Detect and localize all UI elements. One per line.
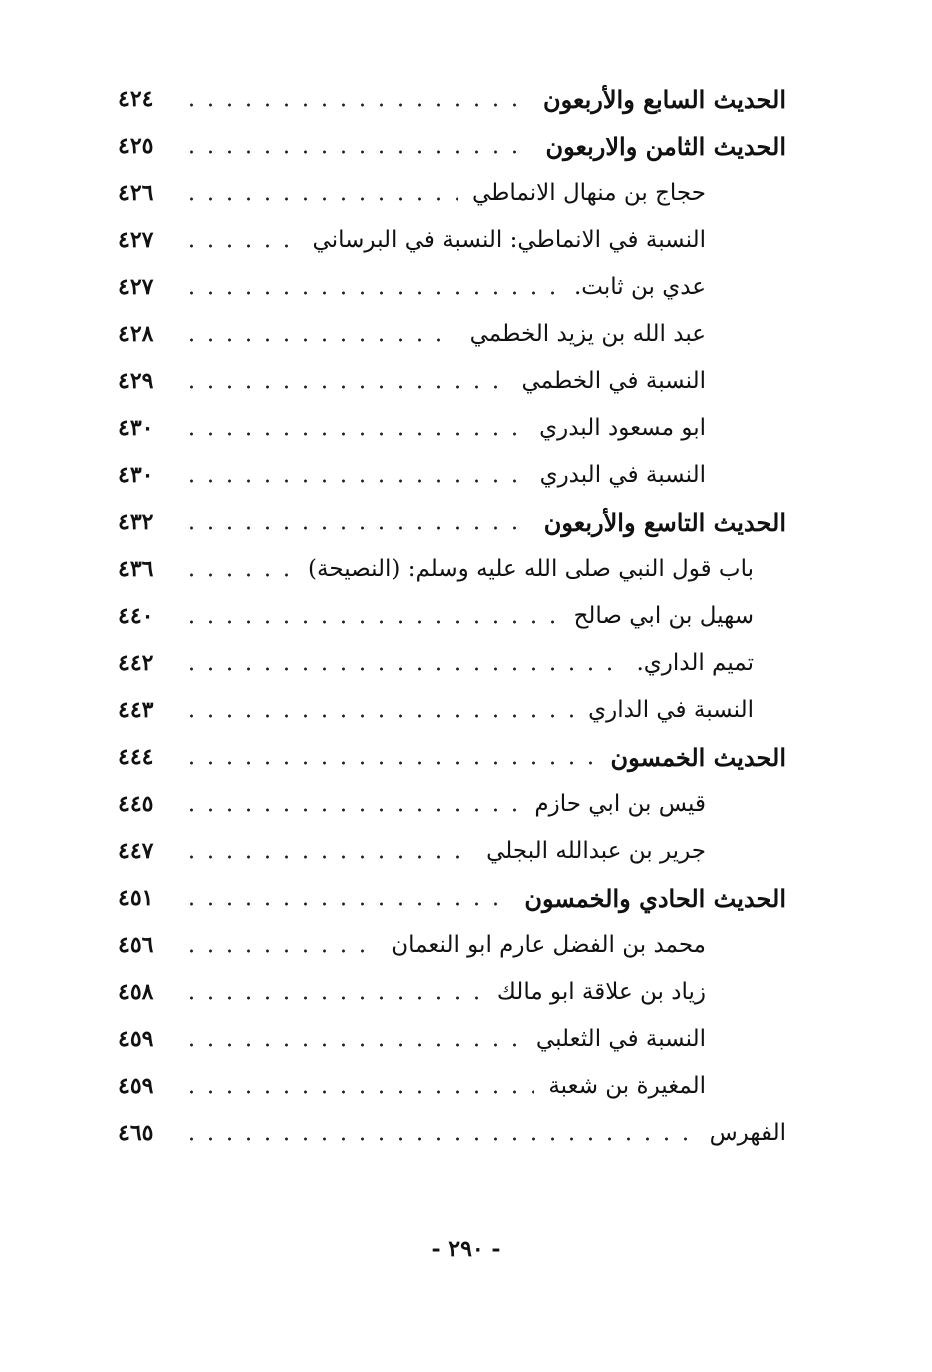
toc-entry-page: ٤٢٥ [118,133,154,159]
dot-leader [182,196,458,202]
toc-entry-page: ٤٥٦ [118,932,154,958]
dot-leader [182,290,560,296]
toc-entry [118,1063,786,1110]
toc-entry [118,358,786,405]
toc-entry-title: قيس بن ابي حازم [534,791,706,817]
toc-entry [118,687,786,734]
toc-entry-title: النسبة في الثعلبي [535,1026,706,1052]
dot-leader [182,995,483,1001]
toc-entry [118,593,786,640]
toc-entry-page: ٤٥١ [118,885,154,911]
dot-leader [182,760,597,766]
toc-entry [118,875,786,922]
toc-entry [118,1016,786,1063]
toc-entry [118,264,786,311]
dot-leader [182,525,530,531]
toc-entry-page: ٤٤٥ [118,791,154,817]
dot-leader [182,102,529,108]
dot-leader [182,1042,522,1048]
toc-entry [118,1110,786,1157]
toc-entry-page: ٤٥٩ [118,1073,154,1099]
toc-entry-page: ٤٤٧ [118,838,154,864]
toc-entry-page: ٤٢٩ [118,368,154,394]
dot-leader [182,1089,534,1095]
toc-entry-title: الحديث السابع والأربعون [543,85,786,114]
toc-entry-page: ٤٦٥ [118,1120,154,1146]
toc-entry-title: ابو مسعود البدري [539,415,706,441]
toc-entry [118,311,786,358]
dot-leader [182,478,526,484]
page-number: - ٢٩٠ - [431,1236,501,1262]
toc-entry [118,452,786,499]
table-of-contents [118,76,786,1157]
toc-entry-page: ٤٣٦ [118,556,154,582]
toc-entry-title: تميم الداري. [636,650,754,676]
dot-leader [182,901,510,907]
toc-entry-page: ٤٣٢ [118,509,154,535]
toc-entry-title: النسبة في الانماطي: النسبة في البرساني [312,227,706,253]
toc-entry-page: ٤٢٤ [118,86,154,112]
toc-entry-title: زياد بن علاقة ابو مالك [496,979,706,1005]
toc-entry-title: الحديث الخمسون [610,743,786,772]
toc-entry-page: ٤٥٩ [118,1026,154,1052]
toc-entry-page: ٤٢٧ [118,227,154,253]
toc-entry-title: الفهرس [709,1120,786,1146]
dot-leader [182,149,531,155]
toc-entry-page: ٤٤٤ [118,744,154,770]
toc-entry-title: عبد الله بن يزيد الخطمي [469,321,706,347]
toc-entry [118,170,786,217]
toc-entry [118,76,786,123]
toc-entry-title: حجاج بن منهال الانماطي [471,180,706,206]
toc-entry-page: ٤٤٣ [118,697,154,723]
toc-entry [118,640,786,687]
toc-entry-title: باب قول النبي صلى الله عليه وسلم: (النصيحة) [308,556,754,582]
toc-entry [118,546,786,593]
toc-entry-page: ٤٣٠ [118,462,154,488]
dot-leader [182,337,456,343]
dot-leader [182,619,560,625]
toc-entry [118,969,786,1016]
toc-entry-title: النسبة في الخطمي [521,368,706,394]
toc-entry [118,123,786,170]
toc-entry [118,781,786,828]
dot-leader [182,384,508,390]
toc-entry-title: سهيل بن ابي صالح [573,603,754,629]
toc-entry-title: جرير بن عبدالله البجلي [486,838,706,864]
toc-entry [118,217,786,264]
toc-entry-page: ٤٤٠ [118,603,154,629]
dot-leader [182,854,472,860]
toc-entry-page: ٤٣٠ [118,415,154,441]
dot-leader [182,243,299,249]
toc-entry-title: محمد بن الفضل عارم ابو النعمان [391,932,706,958]
toc-entry-page: ٤٢٧ [118,274,154,300]
toc-entry-title: النسبة في الداري [588,697,754,723]
dot-leader [182,713,574,719]
dot-leader [182,1136,696,1142]
toc-entry [118,734,786,781]
dot-leader [182,807,520,813]
toc-entry [118,499,786,546]
toc-entry-title: الحديث التاسع والأربعون [543,508,786,537]
toc-entry [118,922,786,969]
dot-leader [182,431,525,437]
toc-entry-title: الحديث الثامن والاربعون [545,132,786,161]
toc-entry-page: ٤٢٨ [118,321,154,347]
dot-leader [182,572,294,578]
toc-entry-page: ٤٥٨ [118,979,154,1005]
toc-entry-page: ٤٢٦ [118,180,154,206]
toc-entry [118,405,786,452]
toc-entry-title: النسبة في البدري [539,462,706,488]
dot-leader [182,948,377,954]
toc-entry-title: المغيرة بن شعبة [548,1073,706,1099]
toc-entry [118,828,786,875]
toc-entry-title: الحديث الحادي والخمسون [524,884,786,913]
toc-entry-title: عدي بن ثابت. [573,274,706,300]
dot-leader [182,666,622,672]
toc-entry-page: ٤٤٢ [118,650,154,676]
